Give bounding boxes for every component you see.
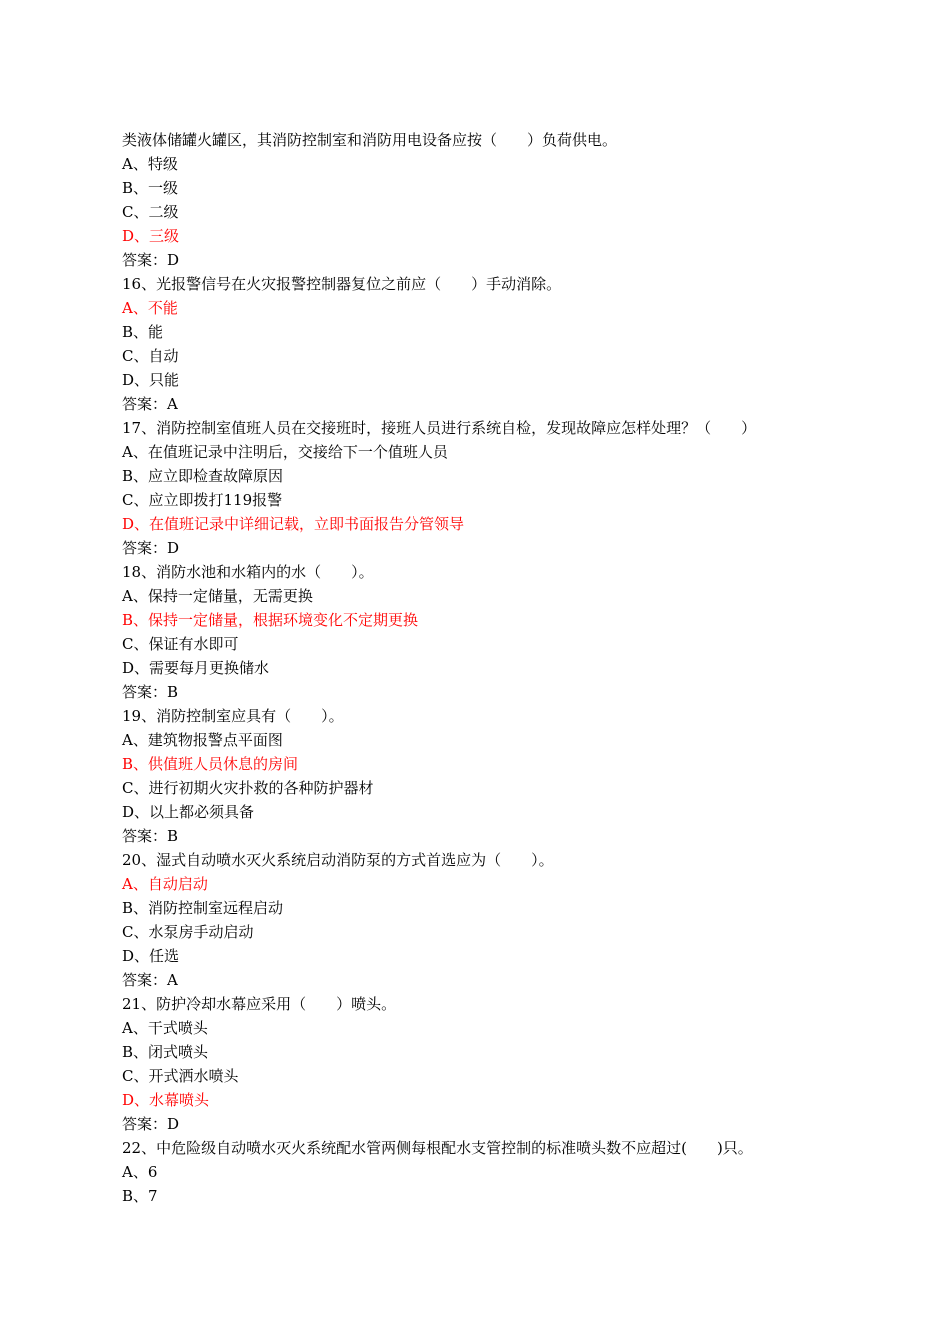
option-line: D、任选 — [122, 947, 180, 965]
option-line: A、特级 — [122, 155, 178, 173]
option-line: A、干式喷头 — [122, 1019, 208, 1037]
question-line: 16、光报警信号在火灾报警控制器复位之前应（ ）手动消除。 — [122, 275, 562, 293]
question-line: 18、消防水池和水箱内的水（ ）。 — [122, 563, 374, 581]
option-line: C、保证有水即可 — [122, 635, 239, 653]
option-line: C、自动 — [122, 347, 179, 365]
answer-line: 答案：B — [122, 683, 179, 701]
correct-option-line: D、水幕喷头 — [122, 1091, 210, 1109]
option-line: B、消防控制室远程启动 — [122, 899, 284, 917]
answer-line: 答案：A — [122, 395, 178, 413]
option-line: C、二级 — [122, 203, 179, 221]
option-line: C、开式洒水喷头 — [122, 1067, 239, 1085]
option-line: B、能 — [122, 323, 164, 341]
correct-option-line: D、三级 — [122, 227, 180, 245]
option-line: A、6 — [122, 1163, 158, 1181]
option-line: D、需要每月更换储水 — [122, 659, 270, 677]
answer-line: 答案：D — [122, 1115, 180, 1133]
option-line: C、进行初期火灾扑救的各种防护器材 — [122, 779, 374, 797]
answer-line: 答案：D — [122, 539, 180, 557]
correct-option-line: B、供值班人员休息的房间 — [122, 755, 299, 773]
option-line: A、保持一定储量，无需更换 — [122, 587, 313, 605]
correct-option-line: A、不能 — [122, 299, 178, 317]
answer-line: 答案：B — [122, 827, 179, 845]
option-line: B、7 — [122, 1187, 158, 1205]
question-line: 类液体储罐火罐区，其消防控制室和消防用电设备应按（ ）负荷供电。 — [122, 131, 618, 149]
correct-option-line: A、自动启动 — [122, 875, 208, 893]
option-line: C、应立即拨打119报警 — [122, 491, 283, 509]
correct-option-line: D、在值班记录中详细记载，立即书面报告分管领导 — [122, 515, 465, 533]
option-line: B、闭式喷头 — [122, 1043, 209, 1061]
question-line: 20、湿式自动喷水灭火系统启动消防泵的方式首选应为（ ）。 — [122, 851, 554, 869]
option-line: B、应立即检查故障原因 — [122, 467, 284, 485]
question-line: 17、消防控制室值班人员在交接班时，接班人员进行系统自检，发现故障应怎样处理？（ ） — [122, 419, 757, 437]
question-line: 21、防护冷却水幕应采用（ ）喷头。 — [122, 995, 397, 1013]
question-line: 22、中危险级自动喷水灭火系统配水管两侧每根配水支管控制的标准喷头数不应超过( )只。 — [122, 1139, 753, 1157]
question-line: 19、消防控制室应具有（ ）。 — [122, 707, 344, 725]
quiz-content — [122, 128, 842, 1208]
option-line: A、建筑物报警点平面图 — [122, 731, 283, 749]
option-line: B、一级 — [122, 179, 179, 197]
option-line: D、以上都必须具备 — [122, 803, 255, 821]
correct-option-line: B、保持一定储量，根据环境变化不定期更换 — [122, 611, 419, 629]
answer-line: 答案：A — [122, 971, 178, 989]
option-line: C、水泵房手动启动 — [122, 923, 254, 941]
option-line: A、在值班记录中注明后，交接给下一个值班人员 — [122, 443, 448, 461]
answer-line: 答案：D — [122, 251, 180, 269]
option-line: D、只能 — [122, 371, 180, 389]
